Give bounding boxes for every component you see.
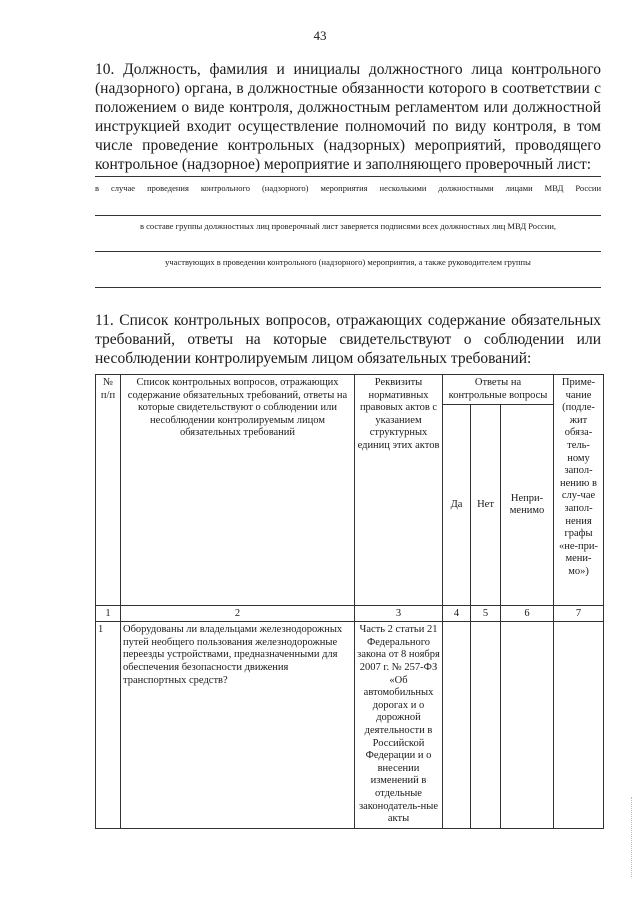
column-number: 6	[501, 606, 554, 622]
row-requisites: Часть 2 статьи 21 Федерального закона от 8 ноября 2007 г. № 257-ФЗ «Об автомобильных дорогах и о дорожной деятельности в Российской Федерации и о внесении изменений в отдельные законодатель-ные акты	[355, 622, 443, 829]
header-no: Нет	[471, 405, 501, 606]
column-number: 7	[554, 606, 604, 622]
fill-note-1: в случае проведения контрольного (надзорного) мероприятия несколькими должностными лицами МВД России	[95, 183, 601, 193]
column-number-row	[96, 606, 604, 622]
fill-line-3	[95, 251, 601, 252]
scan-edge-mark	[613, 797, 632, 877]
row-answer-yes[interactable]	[443, 622, 471, 829]
row-note[interactable]	[554, 622, 604, 829]
column-number: 1	[96, 606, 121, 622]
row-answer-no[interactable]	[471, 622, 501, 829]
fill-line-2	[95, 215, 601, 216]
header-answers: Ответы на контрольные вопросы	[443, 375, 554, 405]
row-num: 1	[96, 622, 121, 829]
section-11-text: 11. Список контрольных вопросов, отражающих содержание обязательных требований, ответы на которые свидетельствуют о соблюдении или несоблюдении контролируемым лицом обязательных требований:	[95, 312, 601, 367]
row-answer-not-applicable[interactable]	[501, 622, 554, 829]
fill-note-2: в составе группы должностных лиц проверочный лист заверяется подписями всех должностных лиц МВД России,	[139, 221, 556, 231]
header-not-applicable: Непри-менимо	[501, 405, 554, 606]
column-number: 3	[355, 606, 443, 622]
header-note: Приме-чание (подле-жит обяза-тель-ному запол-нению в слу-чае запол-нения графы «не-при-мени-мо»)	[554, 375, 604, 606]
header-requisites: Реквизиты нормативных правовых актов с указанием структурных единиц этих актов	[355, 375, 443, 606]
column-number: 4	[443, 606, 471, 622]
column-number: 5	[471, 606, 501, 622]
page-number: 43	[313, 28, 327, 43]
column-number: 2	[121, 606, 355, 622]
table-row	[96, 622, 604, 829]
checklist-table	[95, 374, 604, 829]
row-question: Оборудованы ли владельцами железнодорожных путей необщего пользования железнодорожные переезды устройствами, предназначенными для обеспечения безопасности движения транспортных средств?	[121, 622, 355, 829]
header-num: № п/п	[96, 375, 121, 606]
fill-line-1	[95, 176, 601, 177]
section-10-text: 10. Должность, фамилия и инициалы должностного лица контрольного (надзорного) органа, в должностные обязанности которого в соответствии с положением о виде контроля, должностным регламентом или должностной инструкцией входит осуществление полномочий по виду контроля, в том числе проведение контрольных (надзорных) мероприятий, проводящего контрольное (надзорное) мероприятие и заполняющего проверочный лист:	[95, 61, 601, 173]
header-yes: Да	[443, 405, 471, 606]
header-row-1	[96, 375, 604, 405]
fill-note-3: участвующих в проведении контрольного (надзорного) мероприятия, а также руководителем группы	[165, 257, 531, 267]
header-question: Список контрольных вопросов, отражающих содержание обязательных требований, ответы на которые свидетельствуют о соблюдении или несоблюдении контролируемым лицом обязательных требований	[121, 375, 355, 606]
fill-line-4	[95, 287, 601, 288]
